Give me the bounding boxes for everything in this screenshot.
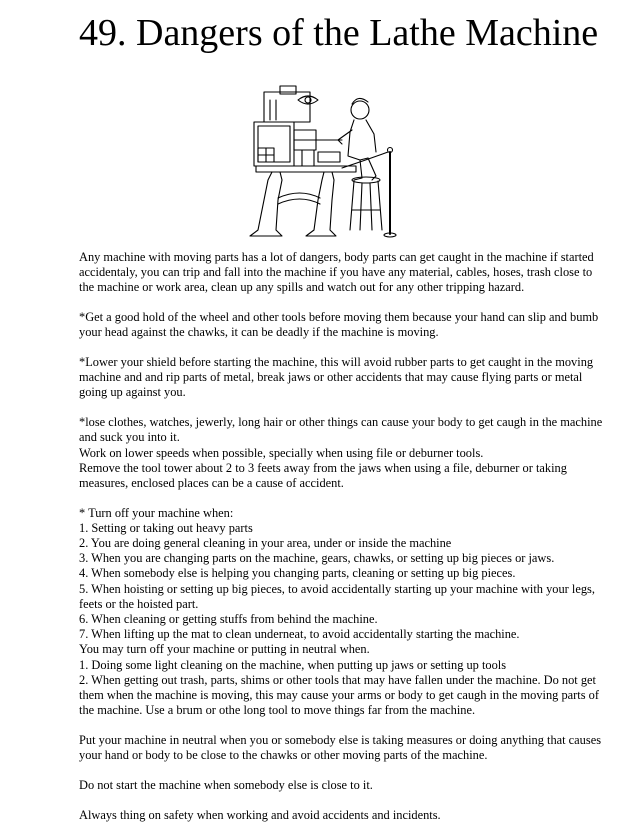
text-line: them when the machine is moving, this may cause your arms or body to get caugh in the moving parts of (79, 688, 599, 703)
text-line: Do not start the machine when somebody else is close to it. (79, 777, 373, 792)
text-line: 5. When hoisting or setting up big pieces, to avoid accidentally starting up your machine with your legs, (79, 581, 595, 596)
paragraph (79, 355, 607, 401)
text-line: 1. Setting or taking out heavy parts (79, 520, 253, 535)
text-line: Put your machine in neutral when you or somebody else is taking measures or doing anything that causes (79, 732, 602, 747)
text-line: You may turn off your machine or putting in neutral when. (79, 642, 370, 657)
text-line: * Turn off your machine when: (79, 505, 234, 520)
text-line: 3. When you are changing parts on the machine, gears, chawks, or setting up big pieces or jaws. (79, 551, 555, 566)
text-line: going up against you. (79, 385, 186, 400)
text-line: 2. When getting out trash, parts, shims or other tools that may have fallen under the machine. Do not get (79, 672, 596, 687)
text-line: 7. When lifting up the mat to clean underneat, to avoid accidentally starting the machine. (79, 627, 520, 642)
text-line: 2. You are doing general cleaning in your area, under or inside the machine (79, 536, 452, 551)
text-line: Any machine with moving parts has a lot of dangers, body parts can get caught in the machine if started (79, 250, 594, 264)
text-line: feets or the hoisted part. (79, 596, 199, 611)
text-line: measures, enclosed places can be a cause of accident. (79, 475, 344, 490)
text-line: your head against the chawks, it can be deadly if the machine is moving. (79, 325, 439, 340)
text-line: your hand or body to be close to the chawks or other moving parts of the machine. (79, 748, 488, 763)
text-line: the machine. Use a brum or othe long tool to move things far from the machine. (79, 703, 476, 718)
text-line: machine and and rip parts of metal, break jaws or other accidents that may cause flying parts or metal (79, 370, 583, 385)
lathe-operator-illustration (242, 80, 400, 240)
text-line: and suck you into it. (79, 430, 180, 445)
paragraph (79, 733, 607, 763)
paragraph (79, 310, 607, 340)
text-line: 6. When cleaning or getting stuffs from behind the machine. (79, 612, 378, 627)
text-line: *Lower your shield before starting the machine, this will avoid rubber parts to get caught in the moving (79, 355, 594, 370)
text-line: Always thing on safety when working and avoid accidents and incidents. (79, 807, 441, 822)
text-line: Remove the tool tower about 2 to 3 feets away from the jaws when using a file, deburner or taking (79, 460, 567, 475)
text-line: 4. When somebody else is helping you changing parts, cleaning or setting up big pieces. (79, 566, 516, 581)
text-line: *Get a good hold of the wheel and other tools before moving them because your hand can slip and bumb (79, 310, 599, 325)
paragraph (79, 506, 607, 719)
paragraph (79, 250, 607, 296)
text-line: Work on lower speeds when possible, specially when using file or deburner tools. (79, 445, 484, 460)
paragraph (79, 415, 607, 491)
paragraph (79, 778, 607, 793)
text-line: 1. Doing some light cleaning on the machine, when putting up jaws or setting up tools (79, 657, 507, 672)
paragraph (79, 808, 607, 823)
page-title: 49. Dangers of the Lathe Machine (79, 12, 599, 54)
text-line: *lose clothes, watches, jewerly, long hair or other things can cause your body to get caugh in the machine (79, 415, 603, 430)
document-body (79, 250, 607, 837)
text-line: accidentaly, you can trip and fall into the machine if you have any material, cables, hoses, trash close to (79, 265, 593, 280)
text-line: the machine or work area, clean up any spills and watch out for any other tripping hazard. (79, 280, 525, 295)
